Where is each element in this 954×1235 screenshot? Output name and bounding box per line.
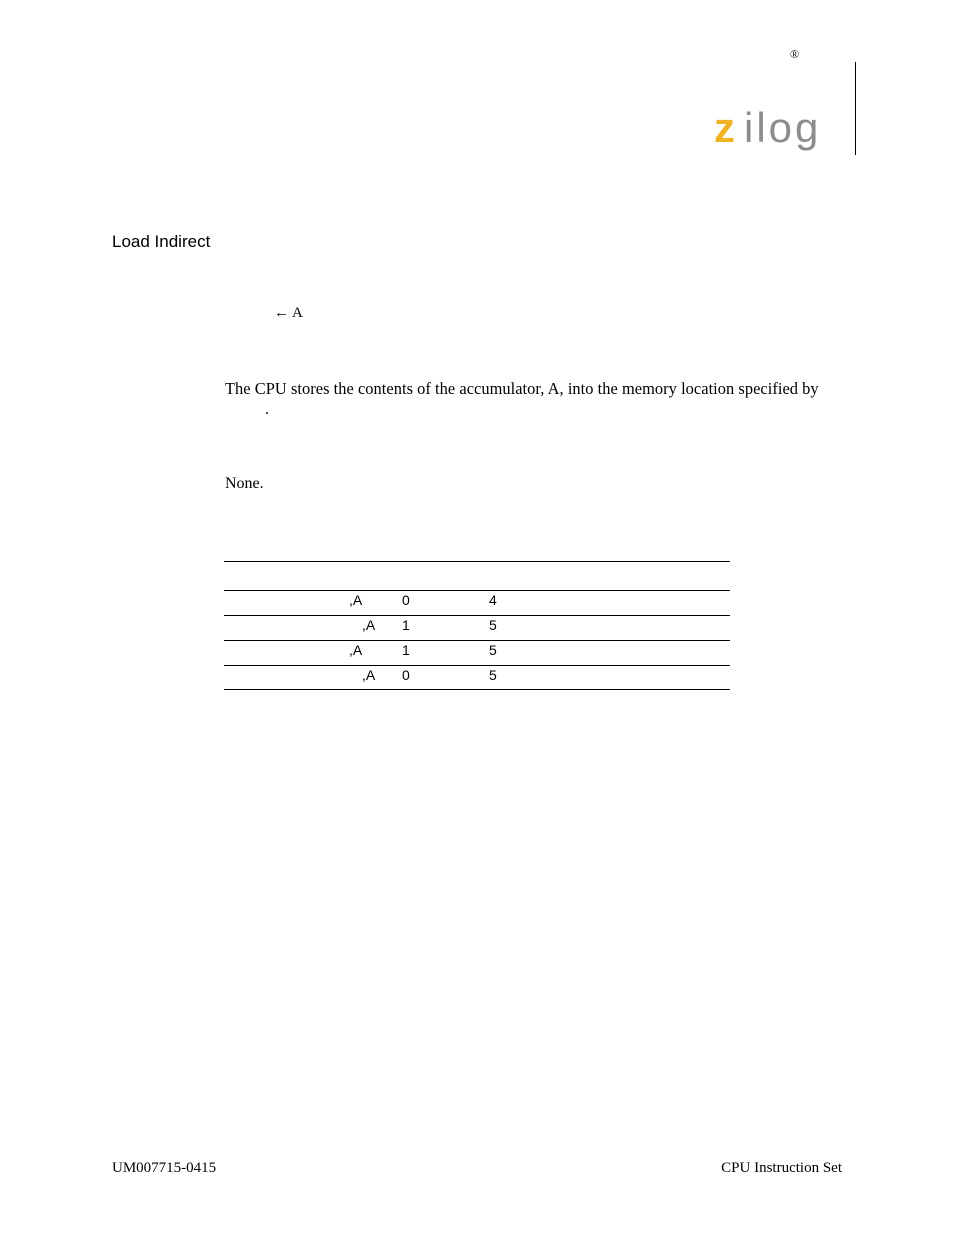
table-row-rule bbox=[224, 640, 730, 641]
table-bottom-rule bbox=[224, 689, 730, 690]
section-heading: Load Indirect bbox=[112, 232, 211, 251]
condition-bits-text: None. bbox=[225, 475, 264, 492]
table-row-rule bbox=[224, 615, 730, 616]
row1-col3: 4 bbox=[489, 592, 497, 608]
row1-operand: ,A bbox=[349, 592, 363, 608]
zilog-logo bbox=[714, 106, 850, 158]
svg-text:ilog: ilog bbox=[744, 106, 822, 151]
table-top-rule bbox=[224, 561, 730, 562]
row4-col3: 5 bbox=[489, 667, 497, 683]
operation-line bbox=[274, 305, 303, 322]
row3-col3: 5 bbox=[489, 642, 497, 658]
table-header-rule bbox=[224, 590, 730, 591]
description-continuation: . bbox=[265, 401, 269, 418]
left-arrow-icon: ← bbox=[274, 305, 289, 321]
description-text: The CPU stores the contents of the accumulator, A, into the memory location specified by bbox=[225, 379, 819, 398]
header-divider bbox=[855, 62, 856, 155]
row3-col2: 1 bbox=[402, 642, 410, 658]
registered-mark: ® bbox=[790, 47, 800, 61]
row2-col3: 5 bbox=[489, 617, 497, 633]
footer-chapter: CPU Instruction Set bbox=[721, 1160, 842, 1176]
row2-operand: ,A bbox=[362, 617, 376, 633]
table-row-rule bbox=[224, 665, 730, 666]
row2-col2: 1 bbox=[402, 617, 410, 633]
svg-text:z: z bbox=[714, 106, 735, 151]
row4-operand: ,A bbox=[362, 667, 376, 683]
row4-col2: 0 bbox=[402, 667, 410, 683]
row1-col2: 0 bbox=[402, 592, 410, 608]
footer-doc-number: UM007715-0415 bbox=[112, 1160, 217, 1176]
row3-operand: ,A bbox=[349, 642, 363, 658]
operation-operand: A bbox=[291, 305, 303, 321]
